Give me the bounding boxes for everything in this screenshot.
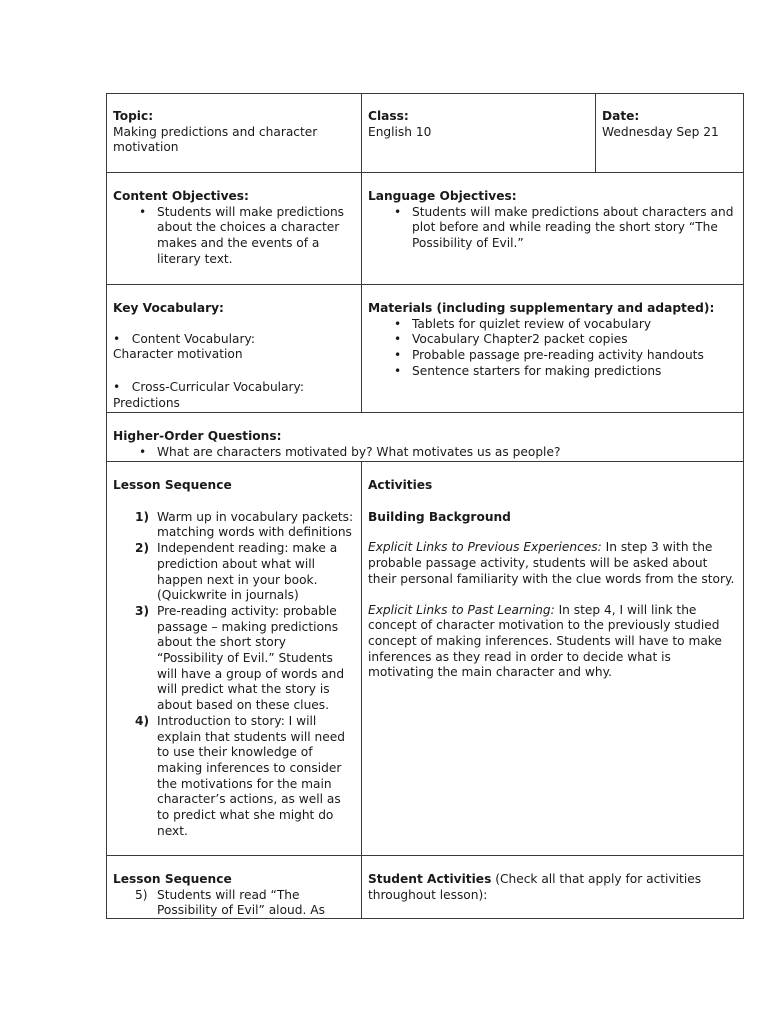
student-activities-paragraph (368, 872, 738, 903)
step-number: 3) (135, 603, 150, 618)
topic-label: Topic: (113, 109, 154, 123)
topic-value: Making predictions and character motivation (113, 124, 318, 155)
lesson-sequence-label: Lesson Sequence (113, 478, 232, 492)
previous-experiences-label: Explicit Links to Previous Experiences: (368, 540, 602, 555)
list-item (113, 714, 355, 840)
step-text: Pre-reading activity: probable passage – making predictions about the short story “Possibility of Evil.” Students will have a group of words and will predict what the story is about based on these clues. (157, 603, 345, 713)
list-item (113, 541, 355, 604)
step-number: 4) (135, 713, 150, 728)
list-item (113, 888, 355, 919)
previous-experiences-text: In step 3 with the probable passage activity, students will be asked about their personal familiarity with the clue words from the story. (368, 540, 735, 586)
building-background-heading: Building Background (368, 509, 511, 524)
step-number: 2) (135, 541, 150, 556)
list-item: • Students will make predictions about characters and plot before and while reading the short story “The Possibility of Evil.” (368, 205, 738, 252)
lesson-sequence-continued-cell (113, 872, 355, 919)
class-label: Class: (368, 109, 409, 123)
list-item: • Sentence starters for making predictions (368, 364, 740, 380)
past-learning-text: In step 4, I will link the concept of character motivation to the previously studied concept of making inferences. Students will have to make inferences as they read in order to decide what is motivating the main character and why. (368, 602, 722, 680)
cross-curricular-vocabulary-value: Predictions (113, 395, 180, 410)
student-activities-label: Student Activities (368, 872, 492, 886)
table-rule (595, 93, 596, 173)
cross-curricular-vocabulary-heading: • Cross-Curricular Vocabulary: (113, 380, 304, 395)
materials-cell (368, 301, 740, 380)
table-rule (106, 284, 744, 285)
key-vocabulary-cell (113, 301, 357, 412)
step-text: Independent reading: make a prediction about what will happen next in your book. (Quickwrite in journals) (157, 541, 338, 603)
materials-label: Materials (including supplementary and adapted): (368, 301, 715, 315)
previous-experiences-paragraph (368, 540, 738, 587)
list-item: • Students will make predictions about the choices a character makes and the events of a literary text. (113, 205, 357, 268)
list-item: • Tablets for quizlet review of vocabulary (368, 317, 740, 333)
lesson-sequence-label: Lesson Sequence (113, 872, 232, 886)
topic-cell (113, 109, 353, 156)
list-item (113, 604, 355, 714)
table-rule (106, 93, 744, 94)
higher-order-questions-label: Higher-Order Questions: (113, 429, 282, 443)
key-vocabulary-label: Key Vocabulary: (113, 301, 224, 315)
class-value: English 10 (368, 124, 432, 139)
language-objectives-cell (368, 189, 738, 252)
step-number: 5) (135, 887, 148, 902)
content-objectives-label: Content Objectives: (113, 189, 249, 203)
step-text: Students will read “The Possibility of Evil” aloud. As (157, 887, 325, 918)
content-vocabulary-value: Character motivation (113, 347, 243, 362)
step-number: 1) (135, 509, 150, 524)
table-rule (743, 93, 744, 919)
activities-cell (368, 478, 738, 681)
student-activities-note: (Check all that apply for activities throughout lesson): (368, 872, 702, 902)
content-objectives-cell (113, 189, 357, 268)
table-rule (106, 412, 744, 413)
table-rule (361, 461, 362, 919)
date-label: Date: (602, 109, 640, 123)
list-item: • What are characters motivated by? What motivates us as people? (113, 445, 733, 461)
list-item (113, 510, 355, 541)
step-text: Introduction to story: I will explain that students will need to use their knowledge of making inferences to consider the motivations for the main character’s actions, as well as to predict what she might do next. (157, 713, 345, 838)
activities-label: Activities (368, 478, 433, 492)
table-rule (361, 93, 362, 413)
lesson-sequence-cell (113, 478, 355, 839)
table-rule (106, 172, 744, 173)
student-activities-cell (368, 872, 738, 903)
higher-order-questions-cell (113, 429, 733, 460)
list-item: • Vocabulary Chapter2 packet copies (368, 332, 740, 348)
table-rule (106, 855, 744, 856)
past-learning-label: Explicit Links to Past Learning: (368, 602, 555, 617)
list-item: • Probable passage pre-reading activity handouts (368, 348, 740, 364)
content-vocabulary-heading: • Content Vocabulary: (113, 331, 255, 346)
table-rule (106, 461, 744, 462)
past-learning-paragraph (368, 603, 738, 682)
date-value: Wednesday Sep 21 (602, 124, 719, 139)
date-cell (602, 109, 740, 140)
class-cell (368, 109, 588, 140)
table-rule (106, 93, 107, 919)
step-text: Warm up in vocabulary packets: matching words with definitions (157, 509, 354, 540)
language-objectives-label: Language Objectives: (368, 189, 517, 203)
